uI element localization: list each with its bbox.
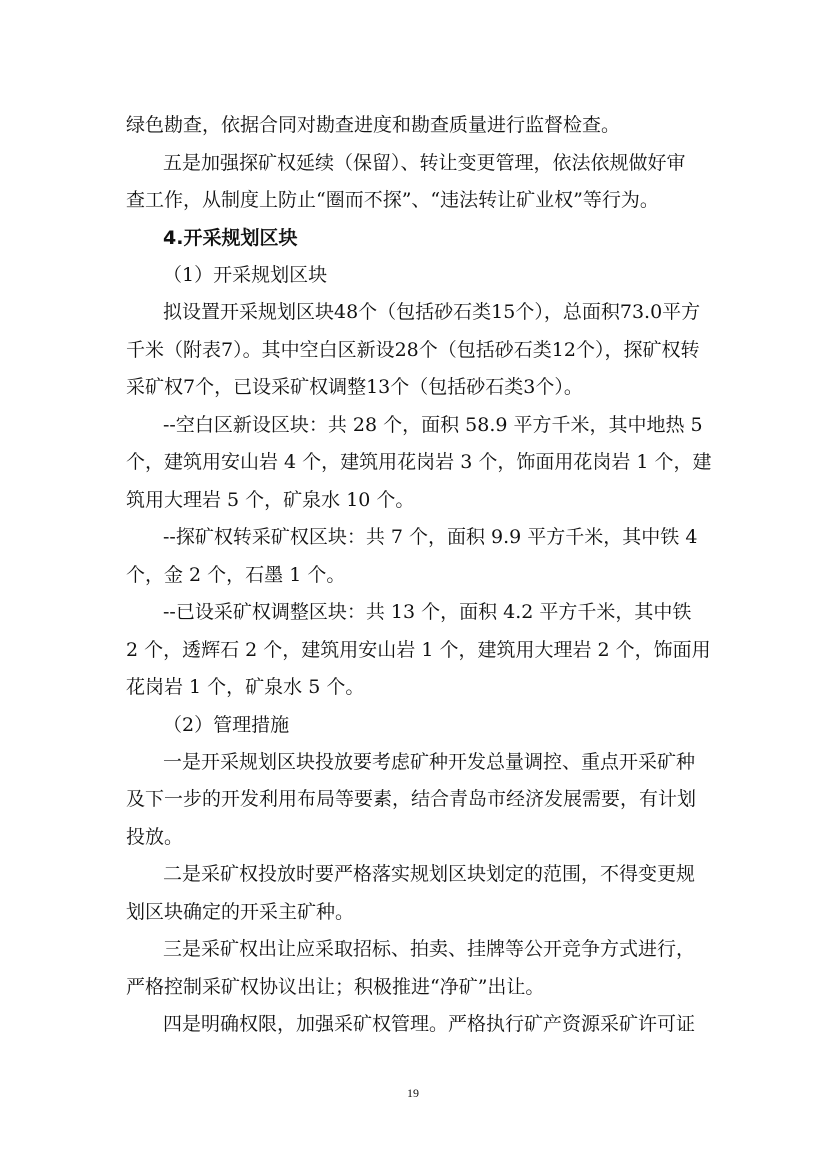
body-line: 拟设置开采规划区块48个（包括砂石类15个），总面积73.0平方	[163, 301, 701, 323]
body-line: 采矿权7个，已设采矿权调整13个（包括砂石类3个）。	[126, 376, 583, 398]
subsection-heading: （2）管理措施	[163, 714, 290, 736]
body-line: 花岗岩 1 个，矿泉水 5 个。	[126, 676, 365, 698]
body-line: 2 个，透辉石 2 个，建筑用安山岩 1 个，建筑用大理岩 2 个，饰面用	[126, 639, 711, 661]
body-line: 五是加强探矿权延续（保留）、转让变更管理，依法依规做好审	[163, 152, 686, 174]
body-line: --空白区新设区块：共 28 个，面积 58.9 平方千米，其中地热 5	[163, 414, 703, 436]
section-heading: 4.开采规划区块	[163, 227, 298, 249]
body-line: 投放。	[126, 826, 184, 848]
body-line: 三是采矿权出让应采取招标、拍卖、挂牌等公开竞争方式进行，	[163, 938, 696, 960]
body-line: 二是采矿权投放时要严格落实规划区块划定的范围，不得变更规	[163, 863, 696, 885]
body-line: 千米（附表7）。其中空白区新设28个（包括砂石类12个），探矿权转	[126, 339, 700, 361]
body-line: --探矿权转采矿权区块：共 7 个，面积 9.9 平方千米，其中铁 4	[163, 526, 698, 548]
body-line: 划区块确定的开采主矿种。	[126, 901, 355, 923]
body-line: 及下一步的开发利用布局等要素，结合青岛市经济发展需要，有计划	[126, 788, 697, 810]
body-line: 四是明确权限，加强采矿权管理。严格执行矿产资源采矿许可证	[163, 1013, 696, 1035]
body-line: 个，金 2 个，石墨 1 个。	[126, 564, 346, 586]
body-line: 查工作，从制度上防止“圈而不探”、“违法转让矿业权”等行为。	[126, 189, 659, 211]
body-line: --已设采矿权调整区块：共 13 个，面积 4.2 平方千米，其中铁	[163, 601, 692, 623]
body-line: 严格控制采矿权协议出让；积极推进“净矿”出让。	[126, 976, 545, 998]
body-line: 筑用大理岩 5 个，矿泉水 10 个。	[126, 489, 415, 511]
subsection-heading: （1）开采规划区块	[163, 264, 328, 286]
body-line: 个，建筑用安山岩 4 个，建筑用花岗岩 3 个，饰面用花岗岩 1 个，建	[126, 451, 712, 473]
body-line: 一是开采规划区块投放要考虑矿种开发总量调控、重点开采矿种	[163, 751, 696, 773]
page-number: 19	[407, 1086, 419, 1100]
body-line: 绿色勘查，依据合同对勘查进度和勘查质量进行监督检查。	[126, 114, 621, 136]
